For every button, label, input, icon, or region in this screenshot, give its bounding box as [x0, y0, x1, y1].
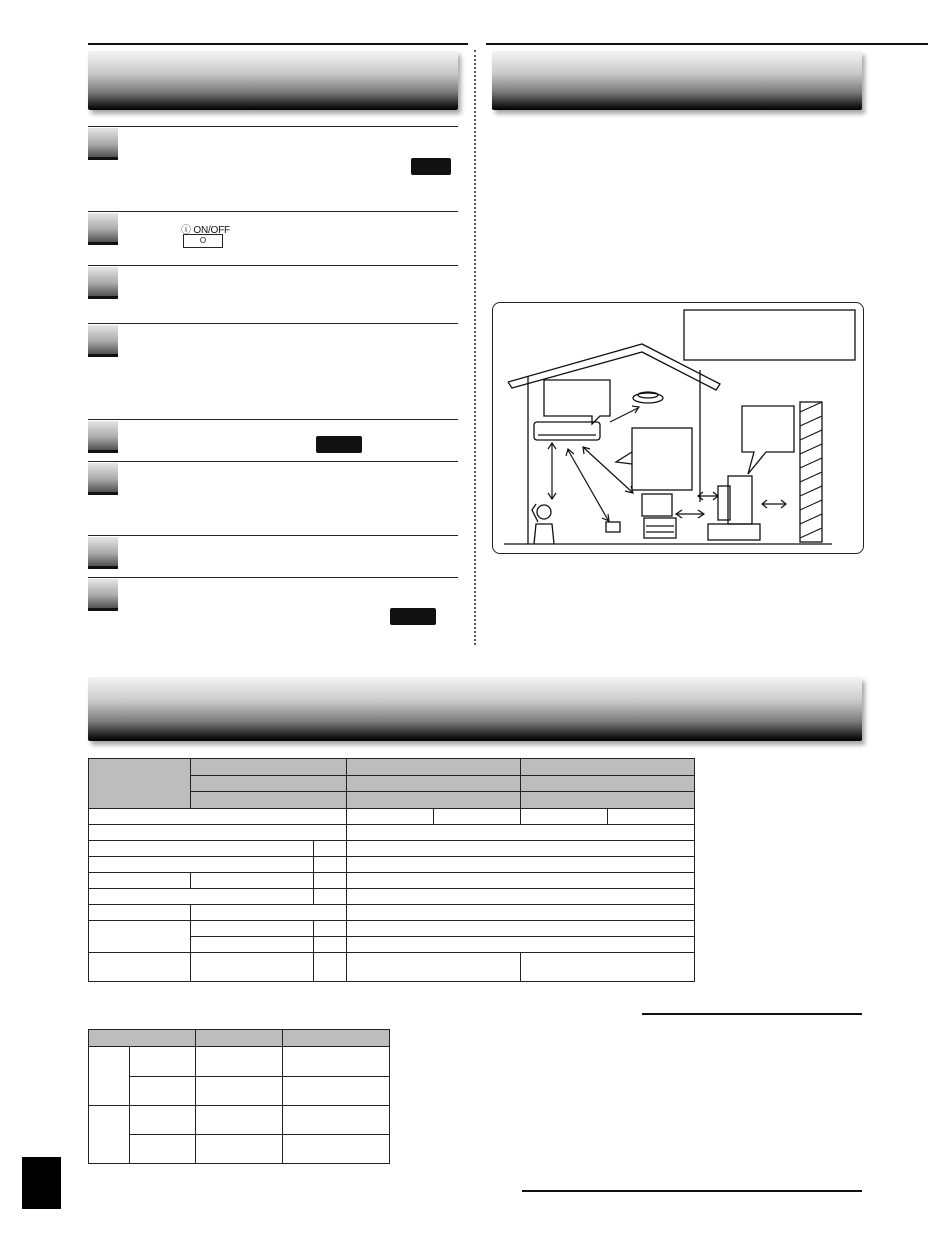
step-4-rule [88, 323, 458, 324]
step-2-underbar [88, 242, 118, 245]
step-8-rule [88, 577, 458, 578]
spec-cell [347, 889, 695, 905]
table-row [89, 809, 695, 825]
table-row [89, 905, 695, 921]
spec-cell [347, 841, 695, 857]
small-cell [130, 1047, 196, 1077]
spec-cell [89, 857, 314, 873]
small-cell [130, 1106, 196, 1135]
step-8-marker [88, 579, 118, 609]
page-top-rule-gap [468, 42, 486, 46]
page-top-rule [88, 43, 928, 45]
step-5-rule [88, 419, 458, 420]
spec-header-cell [521, 759, 695, 776]
spec-cell [347, 873, 695, 889]
left-section-banner [88, 51, 458, 110]
spec-cell [89, 921, 191, 953]
computer-icon [642, 494, 676, 538]
spec-unit-cell [314, 953, 347, 982]
step-3-rule [88, 265, 458, 266]
notes-bottom-rule [522, 1190, 862, 1192]
spec-unit-cell [314, 921, 347, 937]
spec-cell [89, 873, 191, 889]
right-section-banner [492, 51, 862, 110]
step-5-marker [88, 421, 118, 451]
table-row [89, 1047, 390, 1077]
table-row [89, 759, 695, 776]
spec-cell [521, 953, 695, 982]
step-7-marker [88, 537, 118, 567]
table-row [89, 825, 695, 841]
spec-header-cell [521, 792, 695, 809]
small-cell [283, 1047, 390, 1077]
spec-cell [347, 857, 695, 873]
step-1-tag [411, 158, 451, 175]
step-8-underbar [88, 608, 118, 611]
step-7-underbar [88, 566, 118, 569]
tv-speech-bubble [742, 406, 794, 474]
spec-cell [89, 841, 314, 857]
spec-header-cell [191, 792, 347, 809]
television-icon [708, 476, 760, 540]
step-7-rule [88, 535, 458, 536]
callout-box-top [684, 310, 855, 360]
small-group-cell [89, 1047, 130, 1106]
step-6-rule [88, 461, 458, 462]
spec-cell [347, 905, 695, 921]
small-cell [130, 1135, 196, 1164]
hatched-wall [800, 402, 822, 542]
small-cell [196, 1047, 283, 1077]
spec-cell [347, 937, 695, 953]
small-cell [283, 1135, 390, 1164]
step-1-underbar [88, 157, 118, 160]
table-row [89, 1135, 390, 1164]
step-3-underbar [88, 296, 118, 299]
small-cell [283, 1077, 390, 1106]
step-5-underbar [88, 450, 118, 453]
step-8-tag [390, 608, 436, 625]
house-roof [508, 344, 720, 390]
step-1-marker [88, 128, 118, 158]
spec-cell [89, 809, 347, 825]
small-header-cell [89, 1030, 196, 1047]
small-group-cell [89, 1106, 130, 1164]
ac-speech-bubble [544, 380, 610, 424]
table-row [89, 873, 695, 889]
step-2-rule [88, 211, 458, 212]
spec-cell [608, 809, 695, 825]
center-note-box [632, 428, 692, 490]
small-cell [130, 1077, 196, 1106]
table-row [89, 953, 695, 982]
spec-unit-cell [314, 889, 347, 905]
table-row [89, 889, 695, 905]
spec-unit-cell [314, 857, 347, 873]
spec-cell [347, 809, 434, 825]
air-conditioner-icon [534, 422, 600, 440]
interference-illustration [492, 302, 864, 554]
spec-cell [521, 809, 608, 825]
table-row [89, 1106, 390, 1135]
table-row [89, 857, 695, 873]
spec-header-cell [347, 759, 521, 776]
small-header-cell [196, 1030, 283, 1047]
step-4-marker [88, 325, 118, 355]
notes-top-rule [642, 1013, 862, 1015]
spec-cell [347, 921, 695, 937]
small-cell [283, 1106, 390, 1135]
spec-cell [191, 905, 347, 921]
spec-unit-cell [314, 937, 347, 953]
spec-cell [191, 873, 314, 889]
page-corner-tab [22, 1157, 61, 1209]
small-cell [196, 1135, 283, 1164]
spec-header-corner [89, 759, 191, 809]
spec-header-cell [347, 792, 521, 809]
spec-cell [89, 953, 191, 982]
step-2-marker [88, 213, 118, 243]
spec-header-cell [191, 759, 347, 776]
spec-cell [347, 825, 695, 841]
spec-table [88, 758, 695, 982]
spec-cell [191, 921, 314, 937]
spec-header-cell [347, 775, 521, 792]
spec-unit-cell [314, 873, 347, 889]
spec-header-cell [521, 775, 695, 792]
table-row [89, 921, 695, 937]
column-divider [474, 50, 476, 645]
table-row [89, 1077, 390, 1106]
spec-section-banner [88, 677, 862, 741]
table-row [89, 841, 695, 857]
onoff-button-icon: O [183, 234, 223, 248]
small-cell [196, 1106, 283, 1135]
spec-cell [89, 825, 347, 841]
table-row [89, 1030, 390, 1047]
spec-cell [191, 937, 314, 953]
spec-unit-cell [314, 841, 347, 857]
step-6-marker [88, 463, 118, 493]
wall-outlet-icon [606, 522, 620, 532]
step-6-underbar [88, 492, 118, 495]
spec-header-cell [191, 775, 347, 792]
step-3-marker [88, 267, 118, 297]
spec-cell [89, 905, 191, 921]
onoff-label: ⓘ ON/OFF [181, 225, 230, 236]
step-4-underbar [88, 354, 118, 357]
spec-cell [89, 889, 314, 905]
small-header-cell [283, 1030, 390, 1047]
man-on-phone-icon [532, 504, 554, 544]
step-5-tag [316, 436, 362, 453]
spec-cell [191, 953, 314, 982]
small-table [88, 1029, 390, 1164]
small-cell [196, 1077, 283, 1106]
step-1-rule [88, 126, 458, 127]
spec-cell [434, 809, 521, 825]
spec-cell [347, 953, 521, 982]
